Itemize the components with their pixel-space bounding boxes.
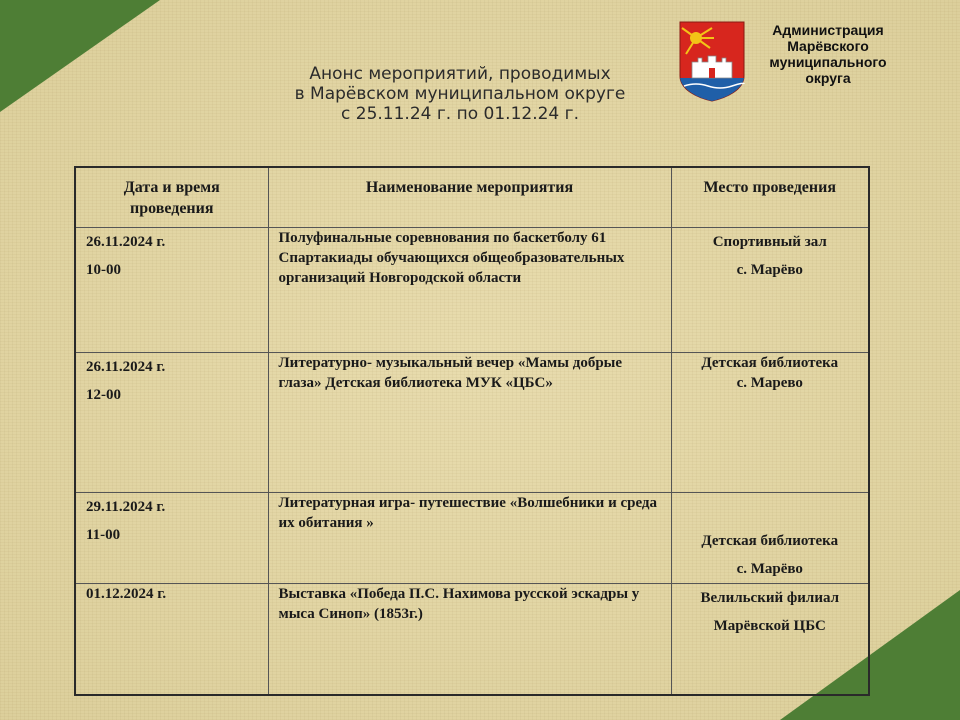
event-time: 11-00 xyxy=(86,526,121,543)
event-time: 10-00 xyxy=(86,261,121,278)
title-line-1: Анонс мероприятий, проводимых xyxy=(309,64,611,84)
date-cell xyxy=(75,227,268,352)
table-header-row xyxy=(75,167,869,227)
venue-line: Марёвской ЦБС xyxy=(713,617,826,634)
date-cell xyxy=(75,492,268,583)
coat-of-arms-icon xyxy=(678,20,746,102)
event-date: 26.11.2024 г. xyxy=(86,358,166,375)
administration-label xyxy=(752,22,904,86)
venue-cell xyxy=(671,227,869,352)
title-line-2: в Марёвском муниципальном округе xyxy=(294,84,626,104)
event-date: 29.11.2024 г. xyxy=(86,498,166,515)
venue-line: Детская библиотека xyxy=(701,532,839,549)
corner-decoration-top-left xyxy=(0,0,170,120)
announcement-title xyxy=(250,64,670,124)
event-name-cell: Литературно- музыкальный вечер «Мамы добрые глаза» Детская библиотека МУК «ЦБС» xyxy=(268,352,671,492)
venue-line: Спортивный зал xyxy=(712,233,827,250)
venue-line: Велильский филиал xyxy=(700,589,840,606)
venue-line: Детская библиотека xyxy=(701,354,839,371)
event-name-cell: Литературная игра- путешествие «Волшебники и среда их обитания » xyxy=(268,492,671,583)
table-row xyxy=(75,583,869,695)
admin-line-2: Марёвского xyxy=(787,38,869,54)
date-cell xyxy=(75,583,268,695)
admin-line-1: Администрация xyxy=(772,22,884,38)
venue-line: с. Марёво xyxy=(736,560,803,577)
table-row xyxy=(75,492,869,583)
event-name-cell: Выставка «Победа П.С. Нахимова русской эскадры у мыса Синоп» (1853г.) xyxy=(268,583,671,695)
event-name-cell: Полуфинальные соревнования по баскетболу 61 Спартакиады обучающихся общеобразовательных организаций Новгородской области xyxy=(268,227,671,352)
table-row xyxy=(75,227,869,352)
header-date-time: Дата и время проведения xyxy=(75,167,268,227)
events-table xyxy=(74,166,870,696)
title-line-3: с 25.11.24 г. по 01.12.24 г. xyxy=(341,104,579,124)
venue-cell xyxy=(671,492,869,583)
event-time: 12-00 xyxy=(86,386,121,403)
header-venue: Место проведения xyxy=(671,167,869,227)
admin-line-4: округа xyxy=(805,70,851,86)
venue-cell xyxy=(671,583,869,695)
event-date: 01.12.2024 г. xyxy=(86,585,167,602)
venue-line: с. Марево xyxy=(736,374,803,391)
date-cell xyxy=(75,352,268,492)
event-date: 26.11.2024 г. xyxy=(86,233,166,250)
admin-line-3: муниципального xyxy=(769,54,887,70)
header-event-name: Наименование мероприятия xyxy=(268,167,671,227)
venue-cell xyxy=(671,352,869,492)
table-row xyxy=(75,352,869,492)
venue-line: с. Марёво xyxy=(736,261,803,278)
